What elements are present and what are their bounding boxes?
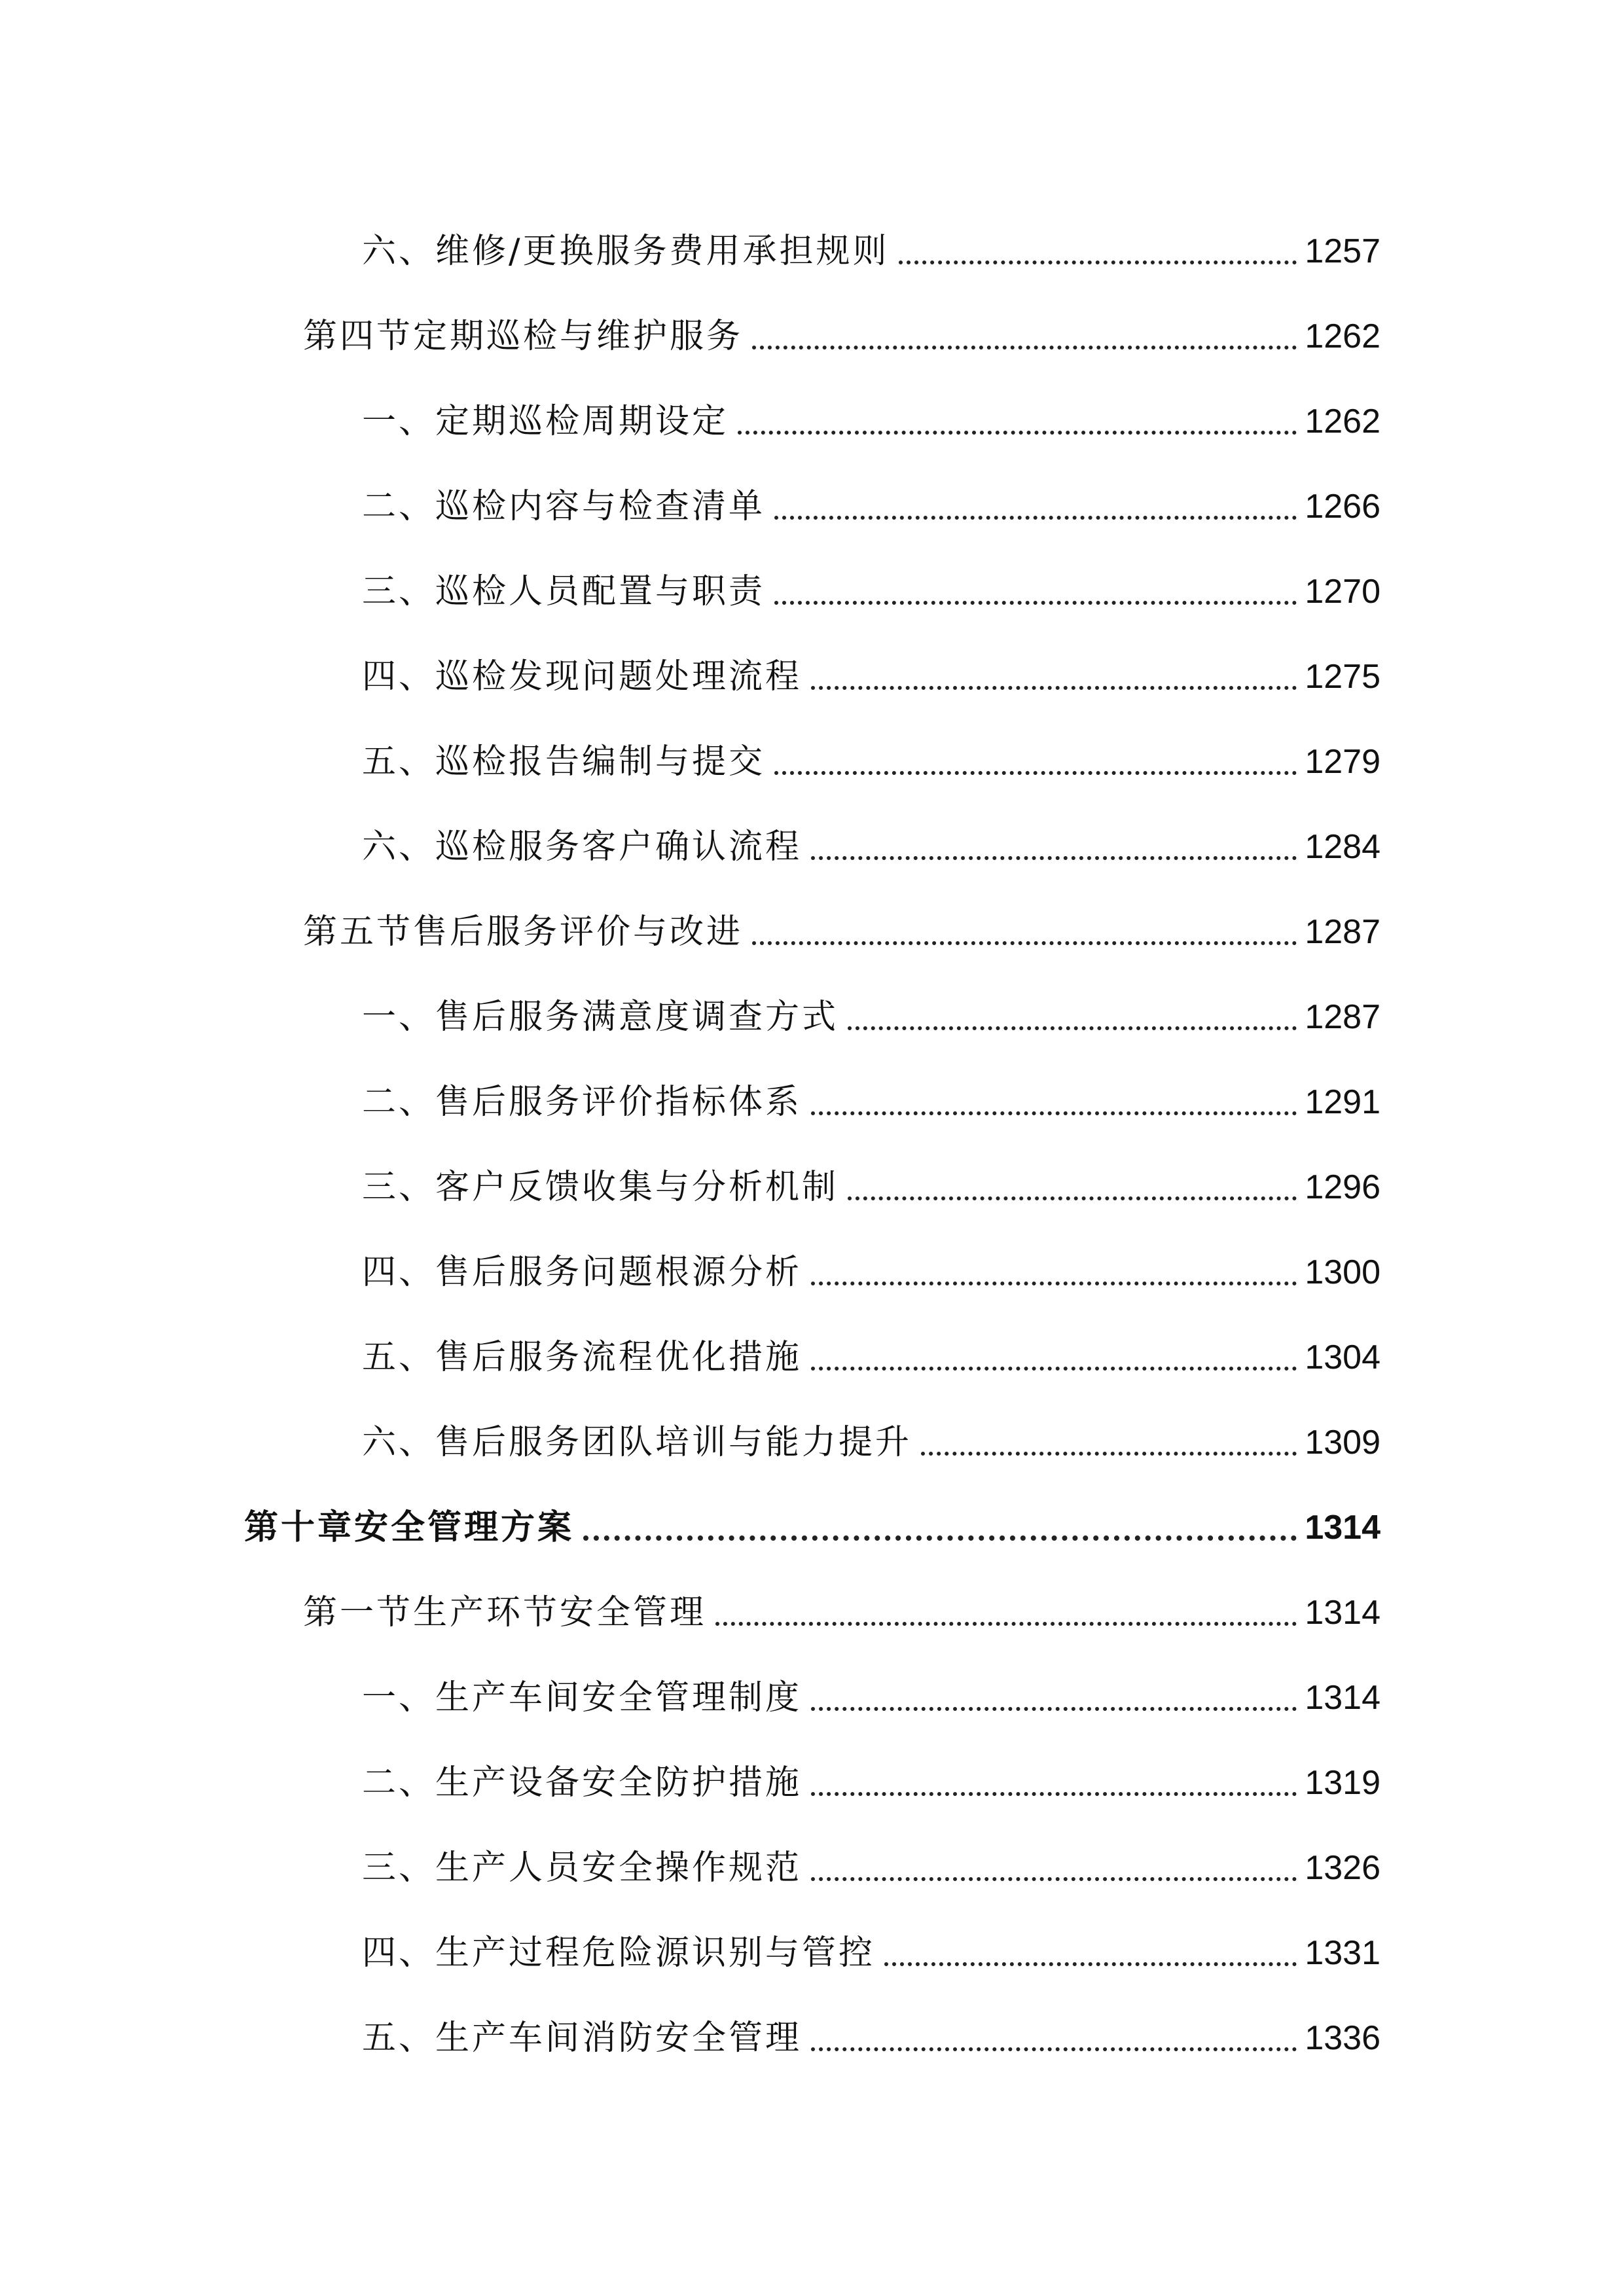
toc-dot-leader: [848, 1196, 1297, 1200]
toc-entry[interactable]: [362, 1145, 1380, 1207]
toc-entry-page: 1314: [1305, 1594, 1380, 1632]
toc-entry[interactable]: [362, 1230, 1380, 1292]
toc-entry-title: 三、生产人员安全操作规范: [362, 1848, 803, 1888]
toc-entry[interactable]: [362, 1996, 1380, 2058]
toc-dot-leader: [811, 1792, 1297, 1796]
toc-entry-page: 1314: [1305, 1679, 1380, 1717]
toc-dot-leader: [811, 1367, 1297, 1371]
toc-entry-title: 第四节定期巡检与维护服务: [303, 317, 744, 356]
toc-entry[interactable]: [362, 1401, 1380, 1460]
toc-entry[interactable]: [362, 1656, 1380, 1715]
toc-entry-page: 1296: [1305, 1168, 1380, 1206]
toc-entry-title: 六、售后服务团队培训与能力提升: [362, 1423, 912, 1462]
toc-entry-title: 四、售后服务问题根源分析: [362, 1253, 803, 1292]
toc-dot-leader: [884, 1962, 1297, 1966]
toc-entry-page: 1331: [1305, 1934, 1380, 1972]
toc-entry-title: 一、售后服务满意度调查方式: [362, 997, 839, 1037]
toc-entry-page: 1257: [1305, 232, 1380, 270]
toc-dot-leader: [899, 260, 1297, 264]
toc-dot-leader: [738, 431, 1297, 435]
toc-entry-title: 五、巡检报告编制与提交: [362, 742, 766, 781]
toc-entry[interactable]: [362, 550, 1380, 609]
toc-entry-page: 1319: [1305, 1764, 1380, 1802]
toc-entry-page: 1309: [1305, 1424, 1380, 1462]
toc-entry-page: 1314: [1305, 1509, 1380, 1547]
toc-dot-leader: [811, 1707, 1297, 1711]
toc-entry[interactable]: [362, 1741, 1380, 1803]
toc-entry[interactable]: [362, 465, 1380, 524]
toc-entry-page: 1275: [1305, 658, 1380, 696]
toc-dot-leader: [752, 941, 1297, 945]
toc-entry-title: 四、巡检发现问题处理流程: [362, 657, 803, 696]
toc-entry[interactable]: [362, 1060, 1380, 1122]
toc-entry-page: 1262: [1305, 317, 1380, 355]
toc-dot-leader: [811, 1877, 1297, 1881]
toc-entry-chapter[interactable]: [244, 1486, 1380, 1545]
toc-entry-title: 二、售后服务评价指标体系: [362, 1083, 803, 1122]
toc-entry[interactable]: [362, 1316, 1380, 1377]
toc-entry-title: 五、生产车间消防安全管理: [362, 2018, 803, 2058]
toc-dot-leader: [774, 601, 1297, 605]
toc-entry-page: 1304: [1305, 1338, 1380, 1376]
toc-entry[interactable]: [362, 975, 1380, 1037]
toc-entry-title: 二、巡检内容与检查清单: [362, 487, 766, 526]
toc-entry-page: 1291: [1305, 1083, 1380, 1121]
toc-entry[interactable]: [362, 1911, 1380, 1973]
toc-dot-leader: [752, 346, 1297, 350]
toc-entry[interactable]: [303, 890, 1380, 952]
toc-dot-leader: [811, 1282, 1297, 1285]
toc-entry-title: 第一节生产环节安全管理: [303, 1593, 707, 1632]
toc-entry-page: 1287: [1305, 913, 1380, 951]
toc-entry-title: 第十章安全管理方案: [244, 1508, 575, 1547]
toc-dot-leader: [811, 2047, 1297, 2051]
toc-entry[interactable]: [362, 1826, 1380, 1888]
toc-entry-title: 三、客户反馈收集与分析机制: [362, 1168, 839, 1207]
toc-dot-leader: [583, 1535, 1297, 1541]
toc-entry-page: 1336: [1305, 2019, 1380, 2057]
toc-entry[interactable]: [362, 209, 1380, 271]
toc-entry[interactable]: [303, 1571, 1380, 1630]
toc-dot-leader: [811, 1111, 1297, 1115]
toc-dot-leader: [848, 1026, 1297, 1030]
toc-entry[interactable]: [303, 295, 1380, 356]
toc-entry-page: 1262: [1305, 403, 1380, 440]
toc-entry-page: 1266: [1305, 488, 1380, 526]
toc-entry-title: 一、生产车间安全管理制度: [362, 1678, 803, 1717]
toc-entry[interactable]: [362, 805, 1380, 867]
toc-entry-page: 1300: [1305, 1253, 1380, 1291]
toc-entry-title: 四、生产过程危险源识别与管控: [362, 1933, 876, 1973]
toc-entry-title: 六、巡检服务客户确认流程: [362, 827, 803, 867]
toc-entry-title: 一、定期巡检周期设定: [362, 402, 729, 441]
toc-entry[interactable]: [362, 635, 1380, 694]
toc-dot-leader: [774, 516, 1297, 520]
toc-entry-page: 1270: [1305, 573, 1380, 611]
toc-entry[interactable]: [362, 380, 1380, 439]
toc-entry-title: 第五节售后服务评价与改进: [303, 912, 744, 952]
toc-entry-page: 1326: [1305, 1849, 1380, 1887]
toc-entry-title: 五、售后服务流程优化措施: [362, 1338, 803, 1377]
toc-entry-title: 六、维修/更换服务费用承担规则: [362, 232, 890, 271]
toc-dot-leader: [811, 856, 1297, 860]
toc-entry-title: 二、生产设备安全防护措施: [362, 1763, 803, 1803]
toc-dot-leader: [921, 1452, 1297, 1456]
toc-entry-page: 1287: [1305, 998, 1380, 1036]
toc-entry-page: 1279: [1305, 743, 1380, 781]
toc-dot-leader: [715, 1622, 1297, 1626]
toc-entry[interactable]: [362, 720, 1380, 779]
toc-dot-leader: [811, 686, 1297, 690]
toc-entry-title: 三、巡检人员配置与职责: [362, 572, 766, 611]
toc-entry-page: 1284: [1305, 828, 1380, 866]
toc-dot-leader: [774, 771, 1297, 775]
